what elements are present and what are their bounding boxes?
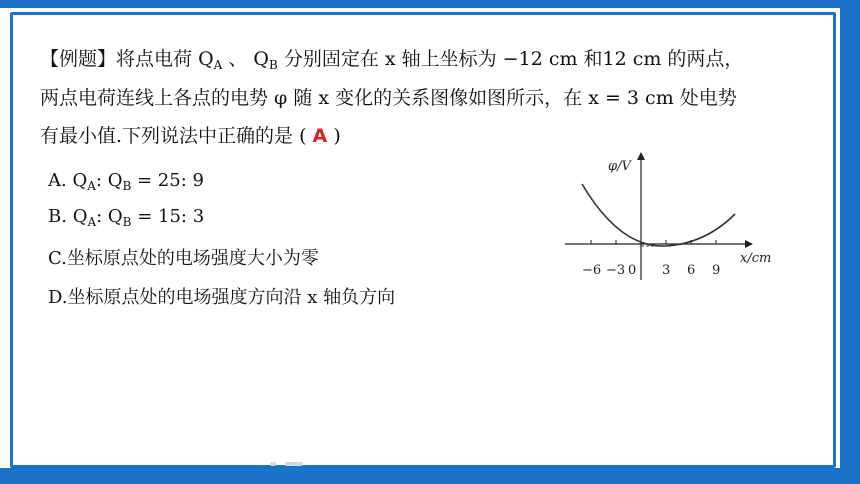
- tick-label: −6: [582, 263, 602, 278]
- problem-line-1: [40, 44, 743, 81]
- option-b-q: Q: [72, 206, 88, 227]
- charge-b-sub: B: [268, 58, 278, 72]
- option-b-sub2: B: [122, 215, 132, 229]
- y-axis-label: φ/V: [608, 159, 631, 174]
- potential-graph: [560, 148, 780, 288]
- problem-line-2: 两点电荷连线上各点的电势 φ 随 x 变化的关系图像如图所示，在 x = 3 cm 处电势: [40, 87, 737, 109]
- option-a-q: Q: [72, 170, 88, 191]
- right-accent-bar: [840, 0, 860, 484]
- problem-prefix: 【例题】将点电荷: [40, 48, 193, 70]
- option-b-colon: : Q: [96, 206, 123, 227]
- slide-indicator-dot: [270, 462, 276, 466]
- option-a-letter: A.: [48, 170, 67, 191]
- separator: 、: [222, 48, 248, 70]
- option-a-sub1: A: [87, 179, 96, 193]
- problem-line-1-rest: 分别固定在 x 轴上坐标为 −12 cm 和12 cm 的两点，: [277, 48, 744, 70]
- charge-a: Q: [198, 48, 214, 70]
- option-b-sub1: A: [87, 215, 97, 229]
- tick-label: −3: [606, 263, 626, 278]
- charge-a-sub: A: [213, 58, 223, 72]
- answer-label: A: [312, 125, 328, 147]
- potential-curve: [582, 184, 735, 246]
- option-a-value: = 25: 9: [131, 170, 204, 191]
- slide-indicator-active: [285, 462, 303, 466]
- tick-label: 0: [628, 263, 637, 278]
- x-axis-label: x/cm: [740, 251, 772, 266]
- option-d[interactable]: D.坐标原点处的电场强度方向沿 x 轴负方向: [48, 287, 396, 308]
- x-axis-arrow: [745, 240, 753, 248]
- option-b-letter: B.: [48, 206, 67, 227]
- top-accent-bar: [0, 0, 860, 8]
- option-a-sub2: B: [122, 179, 132, 193]
- option-b-value: = 15: 3: [131, 206, 205, 227]
- option-a[interactable]: [48, 170, 204, 193]
- problem-line-3: [40, 121, 341, 152]
- tick-label: 9: [712, 263, 721, 278]
- y-axis-arrow: [637, 152, 645, 160]
- option-c[interactable]: C.坐标原点处的电场强度大小为零: [48, 248, 319, 269]
- problem-line-3-text: 有最小值.下列说法中正确的是 (: [40, 125, 307, 147]
- bottom-accent-bar: [0, 468, 860, 484]
- tick-label: 3: [662, 263, 671, 278]
- charge-b: Q: [253, 48, 269, 70]
- problem-line-3-close: ): [333, 125, 341, 147]
- option-a-colon: : Q: [95, 170, 123, 191]
- tick-label: 6: [687, 263, 696, 278]
- option-b[interactable]: [48, 206, 204, 229]
